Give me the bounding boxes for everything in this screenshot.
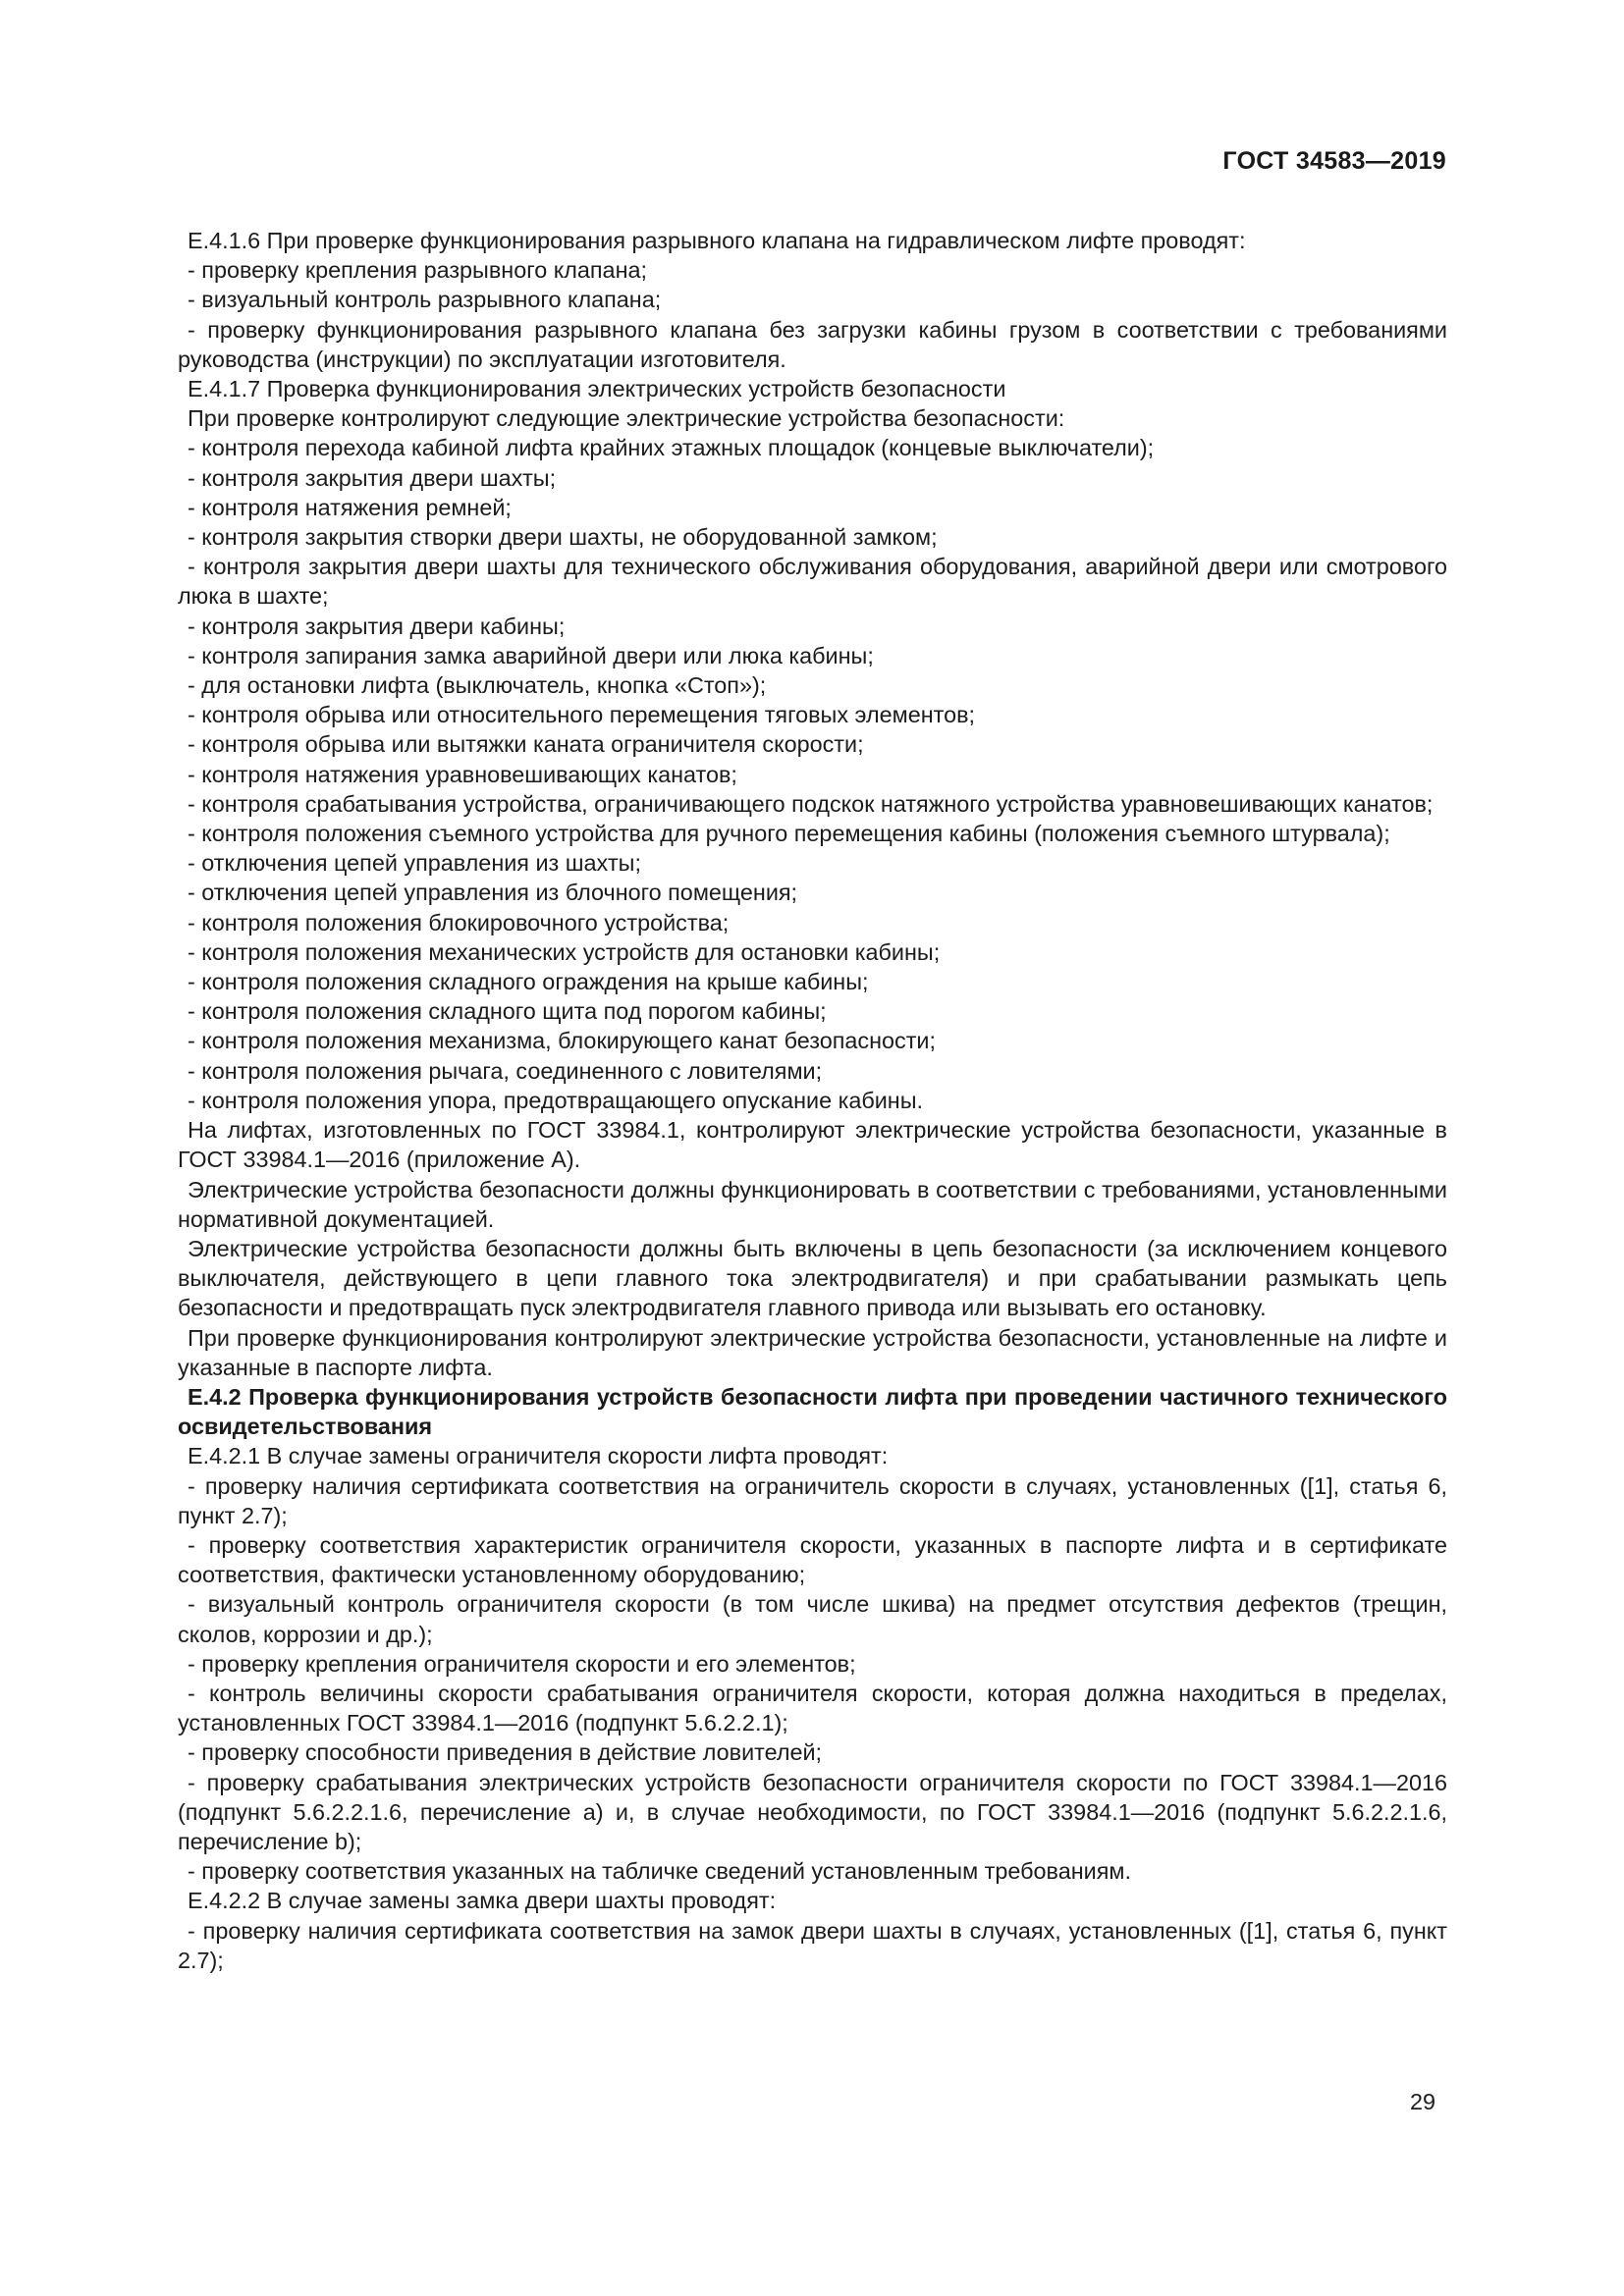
list-item: - для остановки лифта (выключатель, кнопка «Стоп»); bbox=[188, 672, 767, 699]
list-item: - контроля обрыва или вытяжки каната ограничителя скорости; bbox=[188, 731, 864, 758]
list-item: - контроля обрыва или относительного перемещения тяговых элементов; bbox=[188, 702, 976, 728]
list-item: - контроля запирания замка аварийной двери или люка кабины; bbox=[188, 642, 874, 668]
paragraph: Электрические устройства безопасности должны функционировать в соответствии с требованиями, установленными нормативной документацией. bbox=[178, 1176, 1447, 1232]
list-item: - контроля положения рычага, соединенного с ловителями; bbox=[188, 1057, 823, 1084]
list-item: - проверку крепления разрывного клапана; bbox=[188, 257, 647, 284]
paragraph: На лифтах, изготовленных по ГОСТ 33984.1, контролируют электрические устройства безопасности, указанные в ГОСТ 33984.1—2016 (приложение А). bbox=[178, 1117, 1447, 1173]
list-item: - контроля положения съемного устройства для ручного перемещения кабины (положения съемного штурвала); bbox=[188, 821, 1390, 847]
list-item: - проверку крепления ограничителя скорости и его элементов; bbox=[188, 1650, 856, 1677]
paragraph: При проверке контролируют следующие электрические устройства безопасности: bbox=[188, 405, 1065, 432]
list-item: - контроля закрытия двери шахты для технического обслуживания оборудования, аварийной двери или смотрового люка в шахте; bbox=[178, 554, 1447, 610]
list-item: - визуальный контроль разрывного клапана; bbox=[188, 287, 662, 313]
paragraph: Е.4.2.2 В случае замены замка двери шахты проводят: bbox=[188, 1888, 777, 1914]
page-number: 29 bbox=[1410, 2089, 1436, 2114]
list-item: - контроля закрытия створки двери шахты, не оборудованной замком; bbox=[188, 524, 938, 551]
list-item: - контроля положения складного ограждения на крыше кабины; bbox=[188, 969, 869, 995]
list-item: - контроля закрытия двери шахты; bbox=[188, 464, 557, 491]
list-item: - контроль величины скорости срабатывания ограничителя скорости, которая должна находиться в пределах, установленных ГОСТ 33984.1—2016 (подпункт 5.6.2.2.1); bbox=[178, 1680, 1447, 1736]
list-item: - проверку соответствия характеристик ограничителя скорости, указанных в паспорте лифта и в сертификате соответствия, фактически установленному оборудованию; bbox=[178, 1531, 1447, 1588]
list-item: - проверку наличия сертификата соответствия на замок двери шахты в случаях, установленных ([1], статья 6, пункт 2.7); bbox=[178, 1917, 1447, 1973]
paragraph: Е.4.1.6 При проверке функционирования разрывного клапана на гидравлическом лифте проводят: bbox=[188, 228, 1246, 253]
list-item: - проверку соответствия указанных на табличке сведений установленным требованиям. bbox=[188, 1858, 1131, 1885]
list-item: - контроля положения механических устройств для остановки кабины; bbox=[188, 938, 941, 965]
list-item: - контроля натяжения ремней; bbox=[188, 494, 512, 520]
paragraph: Е.4.1.7 Проверка функционирования электрических устройств безопасности bbox=[188, 376, 1006, 402]
paragraph: При проверке функционирования контролируют электрические устройства безопасности, установленные на лифте и указанные в паспорте лифта. bbox=[178, 1324, 1447, 1380]
section-heading: Е.4.2 Проверка функционирования устройств безопасности лифта при проведении частичного технического освидетельствования bbox=[178, 1383, 1447, 1440]
paragraph: Е.4.2.1 В случае замены ограничителя скорости лифта проводят: bbox=[188, 1443, 889, 1469]
list-item: - визуальный контроль ограничителя скорости (в том числе шкива) на предмет отсутствия дефектов (трещин, сколов, коррозии и др.); bbox=[178, 1591, 1447, 1647]
list-item: - проверку функционирования разрывного клапана без загрузки кабины грузом в соответствии с требованиями руководства (инструкции) по эксплуатации изготовителя. bbox=[178, 316, 1447, 372]
paragraph: Электрические устройства безопасности должны быть включены в цепь безопасности (за исключением концевого выключателя, действующего в цепи главного тока электродвигателя) и при срабатывании размыкать цепь безопасности и предотвращать пуск электродвигателя главного привода или вызывать его остановку. bbox=[178, 1235, 1447, 1321]
list-item: - контроля перехода кабиной лифта крайних этажных площадок (концевые выключатели); bbox=[188, 435, 1155, 461]
list-item: - проверку срабатывания электрических устройств безопасности ограничителя скорости по ГОСТ 33984.1—2016 (подпункт 5.6.2.2.1.6, перечисление а) и, в случае необходимости, по ГОСТ 33984.1—2016 (подпункт 5.6.2.2.1.6, перечисление b); bbox=[178, 1769, 1447, 1854]
list-item: - контроля положения складного щита под порогом кабины; bbox=[188, 998, 827, 1025]
list-item: - контроля положения механизма, блокирующего канат безопасности; bbox=[188, 1028, 936, 1054]
list-item: - отключения цепей управления из шахты; bbox=[188, 850, 641, 877]
list-item: - контроля положения упора, предотвращающего опускание кабины. bbox=[188, 1087, 924, 1113]
list-item: - контроля натяжения уравновешивающих канатов; bbox=[188, 761, 737, 787]
list-item: - отключения цепей управления из блочного помещения; bbox=[188, 880, 798, 906]
document-body bbox=[178, 226, 1447, 1975]
list-item: - контроля срабатывания устройства, ограничивающего подскок натяжного устройства уравновешивающих канатов; bbox=[188, 790, 1434, 817]
list-item: - контроля положения блокировочного устройства; bbox=[188, 909, 730, 935]
document-code-header: ГОСТ 34583—2019 bbox=[1222, 147, 1446, 175]
list-item: - проверку способности приведения в действие ловителей; bbox=[188, 1739, 823, 1766]
list-item: - контроля закрытия двери кабины; bbox=[188, 613, 566, 639]
list-item: - проверку наличия сертификата соответствия на ограничитель скорости в случаях, установленных ([1], статья 6, пункт 2.7); bbox=[178, 1472, 1447, 1528]
